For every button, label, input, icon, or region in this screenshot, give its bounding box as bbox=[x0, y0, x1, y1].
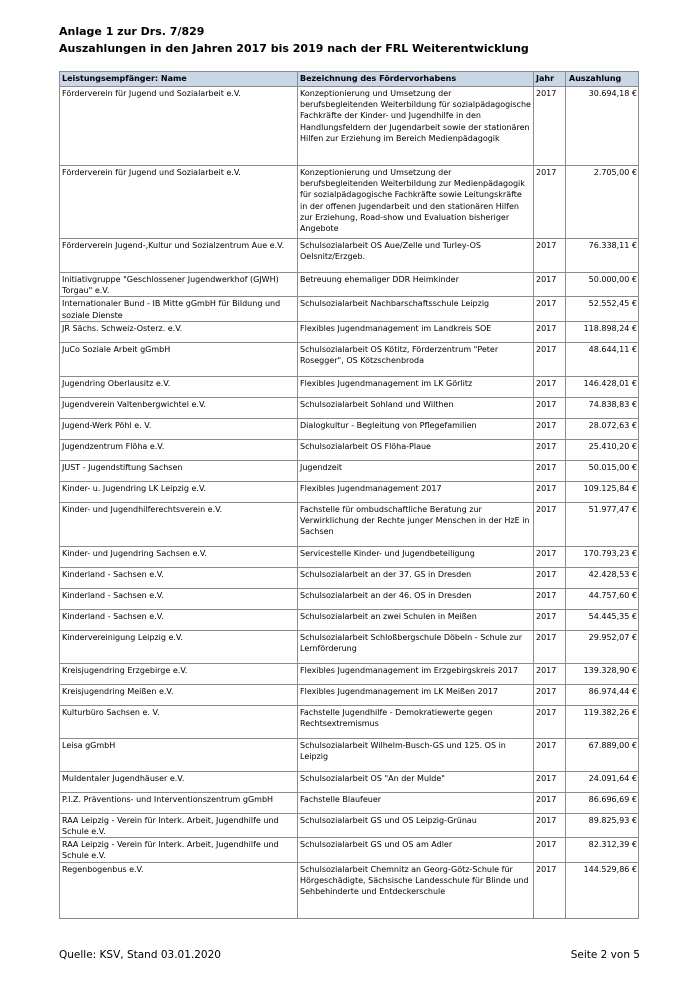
project-cell: Schulsozialarbeit an der 37. GS in Dresden bbox=[298, 567, 534, 588]
amount-cell: 54.445,35 € bbox=[566, 609, 639, 630]
column-header-name: Leistungsempfänger: Name bbox=[60, 72, 298, 87]
year-cell: 2017 bbox=[534, 342, 566, 376]
year-cell: 2017 bbox=[534, 418, 566, 439]
table-row bbox=[60, 609, 639, 630]
recipient-name-cell: JR Sächs. Schweiz-Osterz. e.V. bbox=[60, 321, 298, 342]
year-cell: 2017 bbox=[534, 567, 566, 588]
year-cell: 2017 bbox=[534, 87, 566, 166]
project-cell: Schulsozialarbeit an zwei Schulen in Meißen bbox=[298, 609, 534, 630]
recipient-name-cell: Förderverein Jugend-,Kultur und Sozialzentrum Aue e.V. bbox=[60, 239, 298, 273]
recipient-name-cell: Kinder- und Jugendring Sachsen e.V. bbox=[60, 546, 298, 567]
recipient-name-cell: Jugendring Oberlausitz e.V. bbox=[60, 376, 298, 397]
recipient-name-cell: Förderverein für Jugend und Sozialarbeit e.V. bbox=[60, 166, 298, 239]
table-row bbox=[60, 546, 639, 567]
recipient-name-cell: P.I.Z. Präventions- und Interventionszentrum gGmbH bbox=[60, 792, 298, 813]
amount-cell: 109.125,84 € bbox=[566, 481, 639, 502]
year-cell: 2017 bbox=[534, 397, 566, 418]
amount-cell: 51.977,47 € bbox=[566, 502, 639, 546]
recipient-name-cell: RAA Leipzig - Verein für Interk. Arbeit, Jugendhilfe und Schule e.V. bbox=[60, 838, 298, 862]
project-cell: Flexibles Jugendmanagement im Erzgebirgskreis 2017 bbox=[298, 663, 534, 684]
project-cell: Schulsozialarbeit OS Kötitz, Förderzentrum "Peter Rosegger", OS Kötzschenbroda bbox=[298, 342, 534, 376]
table-row bbox=[60, 397, 639, 418]
table-row bbox=[60, 481, 639, 502]
project-cell: Fachstelle für ombudschaftliche Beratung zur Verwirklichung der Rechte junger Menschen in der HzE in Sachsen bbox=[298, 502, 534, 546]
amount-cell: 74.838,83 € bbox=[566, 397, 639, 418]
recipient-name-cell: Initiativgruppe "Geschlossener Jugendwerkhof (GJWH) Torgau" e.V. bbox=[60, 273, 298, 297]
table-row bbox=[60, 705, 639, 738]
table-row bbox=[60, 502, 639, 546]
year-cell: 2017 bbox=[534, 862, 566, 918]
recipient-name-cell: Regenbogenbus e.V. bbox=[60, 862, 298, 918]
year-cell: 2017 bbox=[534, 376, 566, 397]
recipient-name-cell: JuCo Soziale Arbeit gGmbH bbox=[60, 342, 298, 376]
recipient-name-cell: JUST - Jugendstiftung Sachsen bbox=[60, 460, 298, 481]
year-cell: 2017 bbox=[534, 705, 566, 738]
table-row bbox=[60, 87, 639, 166]
amount-cell: 25.410,20 € bbox=[566, 439, 639, 460]
amount-cell: 50.015,00 € bbox=[566, 460, 639, 481]
year-cell: 2017 bbox=[534, 771, 566, 792]
year-cell: 2017 bbox=[534, 838, 566, 862]
payments-table bbox=[59, 71, 639, 919]
year-cell: 2017 bbox=[534, 273, 566, 297]
table-row bbox=[60, 588, 639, 609]
recipient-name-cell: Jugendzentrum Flöha e.V. bbox=[60, 439, 298, 460]
project-cell: Schulsozialarbeit GS und OS Leipzig-Grünau bbox=[298, 813, 534, 837]
project-cell: Schulsozialarbeit OS Aue/Zelle und Turley-OS Oelsnitz/Erzgeb. bbox=[298, 239, 534, 273]
amount-cell: 50.000,00 € bbox=[566, 273, 639, 297]
column-header-year: Jahr bbox=[534, 72, 566, 87]
year-cell: 2017 bbox=[534, 609, 566, 630]
amount-cell: 29.952,07 € bbox=[566, 630, 639, 663]
table-row bbox=[60, 376, 639, 397]
year-cell: 2017 bbox=[534, 439, 566, 460]
project-cell: Konzeptionierung und Umsetzung der berufsbegleitenden Weiterbildung für sozialpädagogische Fachkräfte der Kinder- und Jugendhilfe in den Handlungsfeldern der Jugendarbeit sowie der stationären Hilfen zur Erziehung im Bereich Medienpädagogik bbox=[298, 87, 534, 166]
project-cell: Flexibles Jugendmanagement im LK Görlitz bbox=[298, 376, 534, 397]
table-row bbox=[60, 630, 639, 663]
recipient-name-cell: Kinderland - Sachsen e.V. bbox=[60, 567, 298, 588]
project-cell: Jugendzeit bbox=[298, 460, 534, 481]
recipient-name-cell: Kinder- und Jugendhilferechtsverein e.V. bbox=[60, 502, 298, 546]
amount-cell: 86.696,69 € bbox=[566, 792, 639, 813]
recipient-name-cell: Kreisjugendring Erzgebirge e.V. bbox=[60, 663, 298, 684]
table-row bbox=[60, 738, 639, 771]
recipient-name-cell: Kulturbüro Sachsen e. V. bbox=[60, 705, 298, 738]
project-cell: Flexibles Jugendmanagement im Landkreis SOE bbox=[298, 321, 534, 342]
project-cell: Konzeptionierung und Umsetzung der berufsbegleitenden Weiterbildung zur Medienpädagogik für sozialpädagogische Fachkräfte sowie Leitungskräfte in der offenen Jugendarbeit und den stationären Hilfen zur Erziehung, Road-show und Evaluation bisheriger Angebote bbox=[298, 166, 534, 239]
amount-cell: 89.825,93 € bbox=[566, 813, 639, 837]
project-cell: Fachstelle Blaufeuer bbox=[298, 792, 534, 813]
year-cell: 2017 bbox=[534, 481, 566, 502]
recipient-name-cell: Kreisjugendring Meißen e.V. bbox=[60, 684, 298, 705]
project-cell: Schulsozialarbeit GS und OS am Adler bbox=[298, 838, 534, 862]
document-subtitle: Auszahlungen in den Jahren 2017 bis 2019 nach der FRL Weiterentwicklung bbox=[59, 42, 529, 55]
document-title: Anlage 1 zur Drs. 7/829 bbox=[59, 25, 205, 38]
recipient-name-cell: Leisa gGmbH bbox=[60, 738, 298, 771]
project-cell: Flexibles Jugendmanagement 2017 bbox=[298, 481, 534, 502]
amount-cell: 119.382,26 € bbox=[566, 705, 639, 738]
table-row bbox=[60, 273, 639, 297]
recipient-name-cell: Jugendverein Valtenbergwichtel e.V. bbox=[60, 397, 298, 418]
page-number: Seite 2 von 5 bbox=[570, 949, 640, 961]
amount-cell: 42.428,53 € bbox=[566, 567, 639, 588]
amount-cell: 118.898,24 € bbox=[566, 321, 639, 342]
amount-cell: 139.328,90 € bbox=[566, 663, 639, 684]
amount-cell: 146.428,01 € bbox=[566, 376, 639, 397]
column-header-amount: Auszahlung bbox=[566, 72, 639, 87]
table-row bbox=[60, 771, 639, 792]
amount-cell: 144.529,86 € bbox=[566, 862, 639, 918]
table-row bbox=[60, 663, 639, 684]
project-cell: Schulsozialarbeit Nachbarschaftsschule Leipzig bbox=[298, 297, 534, 321]
amount-cell: 82.312,39 € bbox=[566, 838, 639, 862]
table-row bbox=[60, 418, 639, 439]
amount-cell: 86.974,44 € bbox=[566, 684, 639, 705]
amount-cell: 44.757,60 € bbox=[566, 588, 639, 609]
amount-cell: 48.644,11 € bbox=[566, 342, 639, 376]
year-cell: 2017 bbox=[534, 321, 566, 342]
amount-cell: 76.338,11 € bbox=[566, 239, 639, 273]
recipient-name-cell: Kinderland - Sachsen e.V. bbox=[60, 609, 298, 630]
project-cell: Schulsozialarbeit Chemnitz an Georg-Götz-Schule für Hörgeschädigte, Sächsische Landesschule für Blinde und Sehbehinderte und Entdeckerschule bbox=[298, 862, 534, 918]
year-cell: 2017 bbox=[534, 502, 566, 546]
year-cell: 2017 bbox=[534, 792, 566, 813]
year-cell: 2017 bbox=[534, 738, 566, 771]
column-header-project: Bezeichnung des Fördervorhabens bbox=[298, 72, 534, 87]
recipient-name-cell: Förderverein für Jugend und Sozialarbeit e.V. bbox=[60, 87, 298, 166]
recipient-name-cell: Kindervereinigung Leipzig e.V. bbox=[60, 630, 298, 663]
year-cell: 2017 bbox=[534, 684, 566, 705]
amount-cell: 24.091,64 € bbox=[566, 771, 639, 792]
recipient-name-cell: Kinder- u. Jugendring LK Leipzig e.V. bbox=[60, 481, 298, 502]
year-cell: 2017 bbox=[534, 239, 566, 273]
table-row bbox=[60, 862, 639, 918]
amount-cell: 67.889,00 € bbox=[566, 738, 639, 771]
table-row bbox=[60, 684, 639, 705]
project-cell: Schulsozialarbeit Wilhelm-Busch-GS und 125. OS in Leipzig bbox=[298, 738, 534, 771]
table-row bbox=[60, 239, 639, 273]
table-row bbox=[60, 813, 639, 837]
year-cell: 2017 bbox=[534, 813, 566, 837]
year-cell: 2017 bbox=[534, 630, 566, 663]
project-cell: Servicestelle Kinder- und Jugendbeteiligung bbox=[298, 546, 534, 567]
table-header-row bbox=[60, 72, 639, 87]
year-cell: 2017 bbox=[534, 663, 566, 684]
table-row bbox=[60, 567, 639, 588]
table-row bbox=[60, 342, 639, 376]
table-body bbox=[60, 87, 639, 919]
table-row bbox=[60, 792, 639, 813]
recipient-name-cell: Jugend-Werk Pöhl e. V. bbox=[60, 418, 298, 439]
recipient-name-cell: RAA Leipzig - Verein für Interk. Arbeit, Jugendhilfe und Schule e.V. bbox=[60, 813, 298, 837]
recipient-name-cell: Internationaler Bund - IB Mitte gGmbH für Bildung und soziale Dienste bbox=[60, 297, 298, 321]
table-row bbox=[60, 838, 639, 862]
project-cell: Fachstelle Jugendhilfe - Demokratiewerte gegen Rechtsextremismus bbox=[298, 705, 534, 738]
amount-cell: 170.793,23 € bbox=[566, 546, 639, 567]
project-cell: Betreuung ehemaliger DDR Heimkinder bbox=[298, 273, 534, 297]
amount-cell: 30.694,18 € bbox=[566, 87, 639, 166]
year-cell: 2017 bbox=[534, 297, 566, 321]
recipient-name-cell: Kinderland - Sachsen e.V. bbox=[60, 588, 298, 609]
project-cell: Schulsozialarbeit Schloßbergschule Döbeln - Schule zur Lernförderung bbox=[298, 630, 534, 663]
year-cell: 2017 bbox=[534, 460, 566, 481]
table-row bbox=[60, 297, 639, 321]
year-cell: 2017 bbox=[534, 588, 566, 609]
project-cell: Schulsozialarbeit Sohland und Wilthen bbox=[298, 397, 534, 418]
table-row bbox=[60, 166, 639, 239]
project-cell: Schulsozialarbeit an der 46. OS in Dresden bbox=[298, 588, 534, 609]
year-cell: 2017 bbox=[534, 166, 566, 239]
amount-cell: 52.552,45 € bbox=[566, 297, 639, 321]
table-row bbox=[60, 460, 639, 481]
project-cell: Flexibles Jugendmanagement im LK Meißen 2017 bbox=[298, 684, 534, 705]
amount-cell: 28.072,63 € bbox=[566, 418, 639, 439]
project-cell: Dialogkultur - Begleitung von Pflegefamilien bbox=[298, 418, 534, 439]
source-note: Quelle: KSV, Stand 03.01.2020 bbox=[59, 949, 221, 961]
project-cell: Schulsozialarbeit OS "An der Mulde" bbox=[298, 771, 534, 792]
table-row bbox=[60, 321, 639, 342]
project-cell: Schulsozialarbeit OS Flöha-Plaue bbox=[298, 439, 534, 460]
recipient-name-cell: Muldentaler Jugendhäuser e.V. bbox=[60, 771, 298, 792]
amount-cell: 2.705,00 € bbox=[566, 166, 639, 239]
table-row bbox=[60, 439, 639, 460]
year-cell: 2017 bbox=[534, 546, 566, 567]
